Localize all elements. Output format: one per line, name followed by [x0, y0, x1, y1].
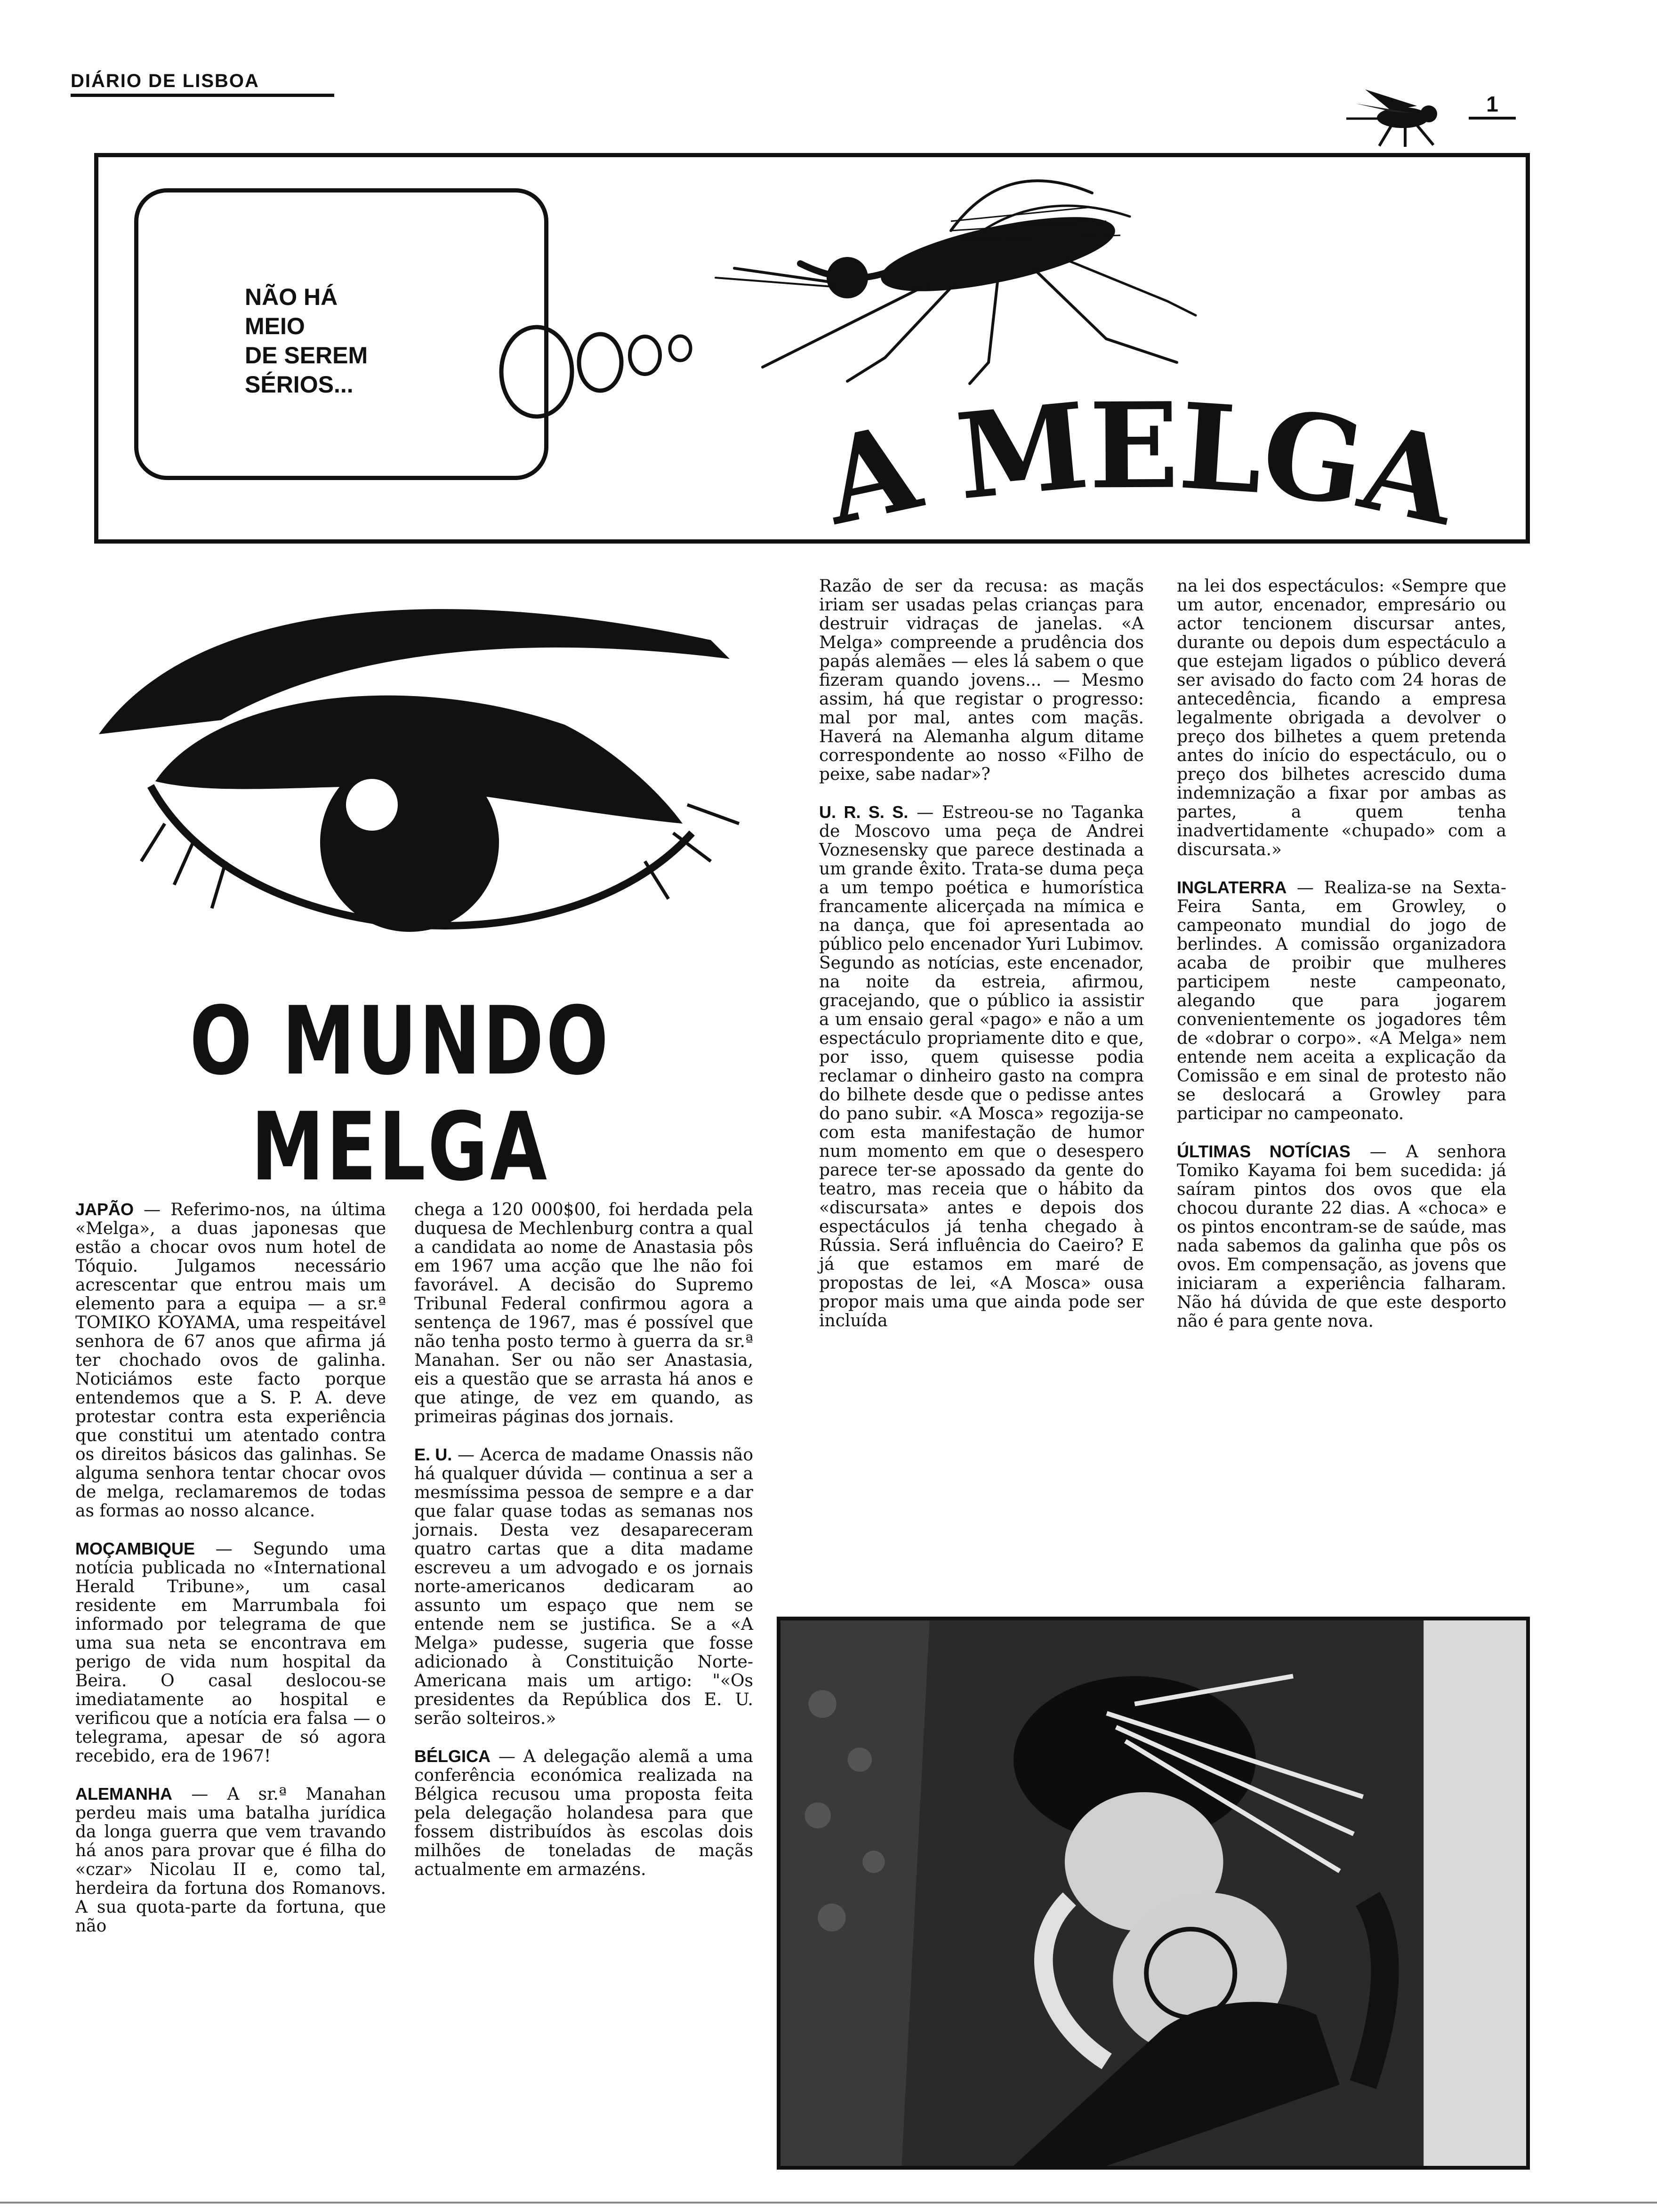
item-lead: E. U. [414, 1445, 452, 1464]
masthead-title [800, 377, 1478, 574]
fly-icon [1346, 85, 1469, 151]
item-lead: MOÇAMBIQUE [75, 1539, 195, 1558]
news-item-inglaterra [1177, 878, 1506, 1123]
item-text: — Segundo uma notícia publicada no «International Herald Tribune», um casal residente em Marrumbala foi informado por telegrama de que uma sua neta se encontrava em perigo de vida num hospital da Beira. O casal deslocou-se imediatamente ao hospital e verificou que a notícia era falsa — o telegrama, apesar de só agora recebido, era de 1967! [75, 1539, 386, 1766]
item-text: — A sr.ª Manahan perdeu mais uma batalha jurídica da longa guerra que vem travando há anos para provar que é filha do «czar» Nicolau II e, como tal, herdeira da fortuna dos Romanovs. A sua quota-parte da fortuna, que não [75, 1785, 386, 1936]
item-lead: U. R. S. S. [819, 802, 909, 822]
bubble-caption [245, 282, 508, 399]
bubble-caption-line: SÉRIOS... [245, 371, 354, 398]
news-item-mocambique [75, 1539, 386, 1766]
article-column-1 [75, 1200, 386, 1955]
item-text: — Acerca de madame Onassis não há qualquer dúvida — continua a ser a mesmíssima pessoa de sempre e a dar que falar quase todas as semanas nos jornais. Desta vez desapareceram quatro cartas que a dita madame escreveu a um advogado e os jornais norte-americanos dedicaram ao assunto um espaço que nem se entende nem se justifica. Se a «A Melga» pudesse, sugeria que fosse adicionado à Constituição Norte-Americana mais um artigo: "«Os presidentes da República dos E. U. serão solteiros.» [414, 1445, 754, 1728]
bubble-caption-line: NÃO HÁ [245, 284, 338, 310]
item-text: chega a 120 000$00, foi herdada pela duquesa de Mechlenburg contra a qual a candidata ao nome de Anastasia pôs em 1967 uma acção que lhe não foi favorável. A decisão do Supremo Tribunal Federal confirmou agora a sentença de 1967, mas é possível que não tenha posto termo à guerra da sr.ª Manahan. Ser ou não ser Anastasia, eis a questão que se arrasta há anos e que atinge, de vez em quando, as primeiras páginas dos jornais. [414, 1200, 753, 1427]
bubble-caption-line: DE SEREM [245, 342, 368, 369]
article-column-4 [1177, 577, 1506, 1350]
item-text: — Referimo-nos, na última «Melga», a duas japonesas que estão a chocar ovos num hotel de Tóquio. Julgamos necessário acrescentar que entrou mais um elemento para a equipa — a sr.ª TOMIKO KOYAMA, uma respeitável senhora de 67 anos que afirma já ter chochado ovos de galinha. Noticiámos este facto porque entendemos que a S. P. A. deve protestar contra esta experiência que constitui um atentado contra os direitos básicos das galinhas. Se alguma senhora tentar chocar ovos de melga, reclamaremos de todas as formas ao nosso alcance. [75, 1200, 386, 1521]
article-column-3 [819, 577, 1144, 1349]
news-item-continuation [414, 1200, 753, 1427]
page-bottom-rule [0, 2202, 1657, 2204]
mosquito-illustration [706, 160, 1200, 386]
news-item-continuation [1177, 577, 1506, 859]
article-column-2 [414, 1200, 753, 1898]
news-item-eu [414, 1445, 753, 1728]
news-item-continuation [819, 577, 1144, 784]
item-lead: JAPÃO [75, 1200, 134, 1219]
section-title-line: O MUNDO [189, 986, 611, 1096]
item-text: — A delegação alemã a uma conferência económica realizada na Bélgica recusou uma proposta feita pela delegação holandesa para que fossem distribuídos às escolas dois milhões de toneladas de maçãs actualmente em armazéns. [414, 1747, 753, 1879]
news-item-belgica [414, 1747, 753, 1879]
item-lead: INGLATERRA [1177, 878, 1287, 897]
item-text: na lei dos espectáculos: «Sempre que um autor, encenador, empresário ou actor tencionem discursar antes, durante ou depois dum espectáculo a que estejam ligados o público deverá ser avisado do facto com 24 horas de antecedência, ficando a empresa legalmente obrigada a devolver o preço dos bilhetes a quem pretenda antes do início do espectáculo, ou o preço dos bilhetes acrescido duma indemnização a fixar por ambas as partes, a quem tenha inadvertidamente «chupado» com a discursata.» [1177, 577, 1506, 859]
news-item-urss [819, 803, 1144, 1330]
thought-bubble-circles [499, 306, 697, 428]
section-title [143, 988, 657, 1200]
item-lead: BÉLGICA [414, 1747, 491, 1766]
news-item-ultimas-noticias [1177, 1142, 1506, 1331]
svg-text:A MELGA [811, 377, 1469, 552]
item-text: — Realiza-se na Sexta-Feira Santa, em Growley, o campeonato mundial do jogo de berlindes. A comissão organizadora acaba de proibir que mulheres participem neste campeonato, alegando que para jogarem convenientemente os jogadores têm de «dobrar o corpo». «A Melga» nem entende nem aceita a explicação da Comissão e em sinal de protesto não se deslocará a Growley para participar no campeonato. [1177, 878, 1506, 1123]
item-lead: ÚLTIMAS NOTÍCIAS [1177, 1142, 1351, 1161]
bubble-caption-line: MEIO [245, 313, 305, 339]
publication-running-head: DIÁRIO DE LISBOA [71, 71, 334, 97]
page-number: 1 [1469, 91, 1516, 120]
geisha-engraving-art [780, 1620, 1526, 2166]
geisha-engraving [777, 1617, 1530, 2170]
masthead-text: A MELGA [812, 377, 1466, 552]
item-text: Razão de ser da recusa: as maçãs iriam ser usadas pelas crianças para destruir vidraças de janelas. «A Melga» compreende a prudência dos papás alemães — eles lá sabem o que fizeram quando jovens... — Mesmo assim, há que registar o progresso: mal por mal, antes com maçãs. Haverá na Alemanha algum ditame correspondente ao nosso «Filho de peixe, sabe nadar»? [819, 577, 1144, 784]
item-text: — A senhora Tomiko Kayama foi bem sucedida: já saíram pintos dos ovos que ela chocou durante 22 dias. A «choca» e os pintos encontram-se de saúde, mas nada sabemos da galinha que pôs os ovos. Em compensação, as jovens que iniciaram a experiência falharam. Não há dúvida de que este desporto não é para gente nova. [1177, 1142, 1506, 1331]
section-title-line: MELGA [251, 1092, 549, 1202]
eye-illustration [71, 579, 758, 993]
item-lead: ALEMANHA [75, 1784, 172, 1803]
news-item-alemanha [75, 1785, 386, 1936]
news-item-japao [75, 1200, 386, 1521]
item-text: — Estreou-se no Taganka de Moscovo uma peça de Andrei Voznesensky que parece destinada a um grande êxito. Trata-se duma peça a um tempo poética e humorística francamente alicerçada na mímica e na dança, que foi apresentada ao público pelo encenador Yuri Lubimov. Segundo as notícias, este encenador, na noite da estreia, afirmou, gracejando, que o público ia assistir a um ensaio geral «pago» e não a um espectáculo propriamente dito e que, por isso, quem quisesse podia reclamar o dinheiro gasto na compra do bilhete desde que o pedisse antes do pano subir. «A Mosca» regozija-se com esta manifestação de humor num momento em que o desespero parece ter-se apossado da gente do teatro, mas receia que o hábito da «discursata» antes e depois dos espectáculos já tenha chegado à Rússia. Será influência do Caeiro? E já que estamos em maré de propostas de lei, «A Mosca» ousa propor mais uma que ainda pode ser incluída [819, 803, 1144, 1330]
